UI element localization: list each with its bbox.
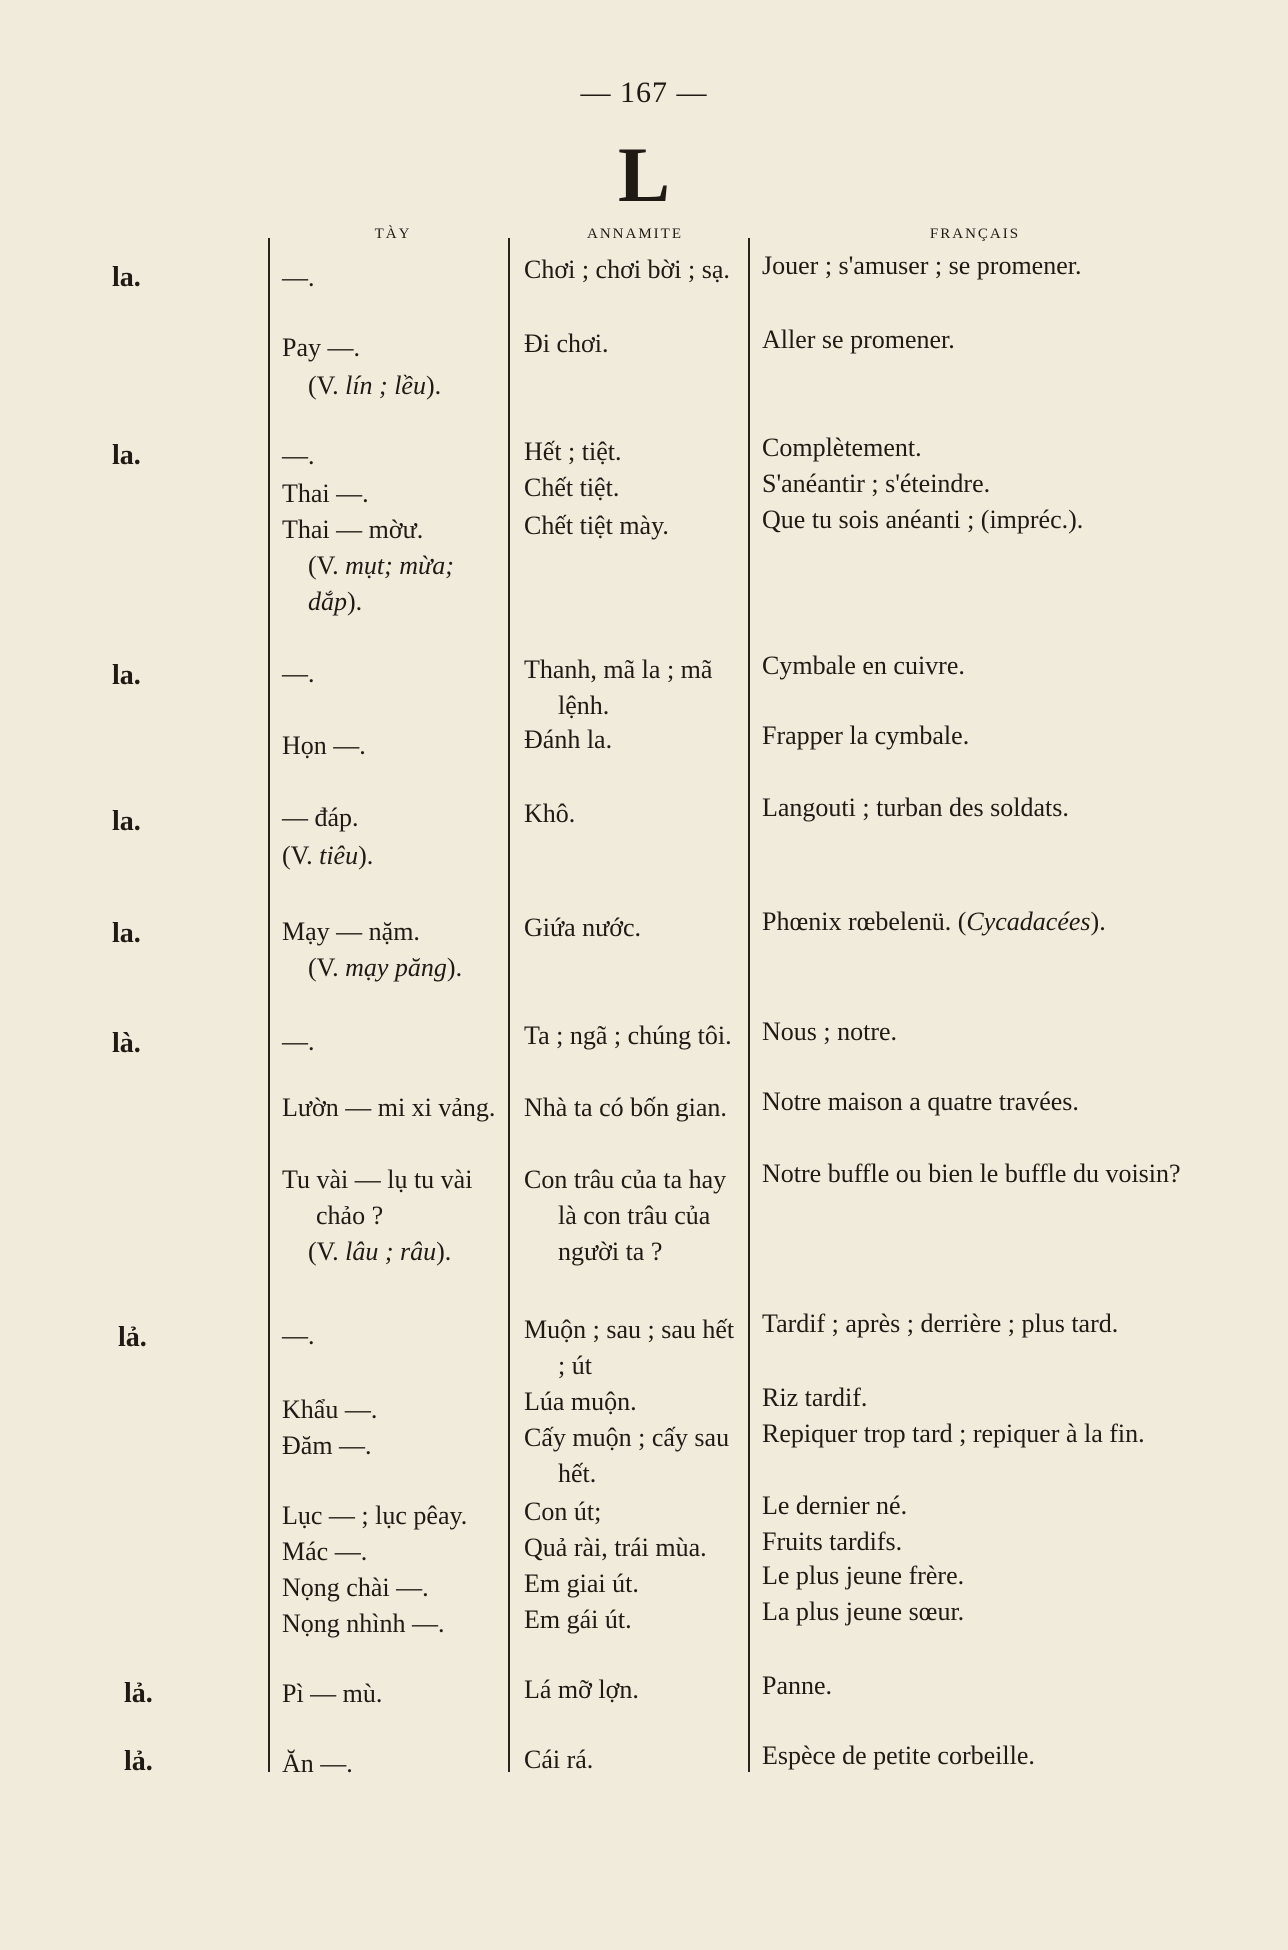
tay-cell: Pay —. [282,333,360,362]
francais-cell: Repiquer trop tard ; repiquer à la fin. [762,1419,1145,1448]
francais-cell: Cymbale en cuivre. [762,651,965,680]
tay-cell: Khẩu —. [282,1395,378,1424]
francais-cell: Fruits tardifs. [762,1527,903,1556]
tay-cell: —. [282,659,315,688]
tay-cross-reference: (V. mạy păng). [308,953,463,982]
tay-cell: —. [282,1321,315,1350]
tay-cell: —. [282,441,315,470]
page-number: — 167 — [580,76,708,109]
annamite-cell: Ta ; ngã ; chúng tôi. [524,1021,732,1050]
headword: la. [112,806,141,837]
tay-cell: Thai — mờư. [282,515,424,544]
tay-cross-reference: (V. tiêu). [282,841,374,870]
francais-cell: Jouer ; s'amuser ; se promener. [762,251,1082,280]
tay-cell: Ăn —. [282,1749,353,1778]
francais-cell: Que tu sois anéanti ; (impréc.). [762,505,1084,534]
column-divider-left [268,238,270,1772]
annamite-cell: Quả rài, trái mùa. [524,1533,707,1562]
column-header-francais: FRANÇAIS [929,226,1021,242]
tay-cell: Nọng nhình —. [282,1609,445,1638]
headword: lả. [124,1746,153,1777]
tay-cell: Thai —. [282,479,369,508]
annamite-cell: Con út; [524,1497,602,1526]
tay-cell: Nọng chài —. [282,1573,429,1602]
annamite-cell: Chơi ; chơi bời ; sạ. [524,255,730,284]
annamite-cell: Muộn ; sau ; sau hết ; út [524,1315,735,1380]
francais-cell: Tardif ; après ; derrière ; plus tard. [762,1309,1119,1338]
francais-cell: Notre buffle ou bien le buffle du voisin? [762,1159,1181,1188]
francais-cell: Espèce de petite corbeille. [762,1741,1035,1770]
annamite-cell: Con trâu của ta hay là con trâu của người ta ? [524,1165,727,1266]
francais-cell: Panne. [762,1671,833,1700]
annamite-cell: Hết ; tiệt. [524,437,622,466]
tay-cell: Tu vài — lụ tu vài chảo ? [282,1165,473,1230]
tay-cell: Lục — ; lục pêay. [282,1501,468,1530]
tay-cell: Mạy — nặm. [282,917,420,946]
annamite-cell: Khô. [524,799,576,828]
headword: lả. [118,1322,147,1353]
annamite-cell: Thanh, mã la ; mã lệnh. [524,655,713,720]
annamite-cell: Chết tiệt mày. [524,511,669,540]
tay-cell: Họn —. [282,731,366,760]
headword: la. [112,262,141,293]
headword: la. [112,660,141,691]
francais-cell: Aller se promener. [762,325,955,354]
headword: lả. [124,1678,153,1709]
column-divider-middle [508,238,510,1772]
annamite-cell: Giứa nước. [524,913,642,942]
annamite-cell: Cái rá. [524,1745,594,1774]
tay-cross-reference: (V. mụt; mừa; dắp). [308,551,454,616]
francais-cell: Notre maison a quatre travées. [762,1087,1079,1116]
francais-cell: Complètement. [762,433,922,462]
francais-cell: Phœnix rœbelenü. (Cycadacées). [762,907,1106,936]
francais-cell: Langouti ; turban des soldats. [762,793,1069,822]
tay-cell: — đáp. [282,803,359,832]
annamite-cell: Cấy muộn ; cấy sau hết. [524,1423,730,1488]
column-header-tay: TÀY [374,226,412,242]
headword: là. [112,1028,141,1059]
annamite-cell: Nhà ta có bốn gian. [524,1093,727,1122]
headword: la. [112,918,141,949]
annamite-cell: Lúa muộn. [524,1387,637,1416]
francais-cell: La plus jeune sœur. [762,1597,965,1626]
tay-cell: Mác —. [282,1537,368,1566]
section-letter: L [617,131,671,218]
tay-cell: —. [282,263,315,292]
tay-cell: Pì — mù. [282,1679,383,1708]
column-divider-right [748,238,750,1772]
headword: la. [112,440,141,471]
annamite-cell: Em gái út. [524,1605,632,1634]
francais-cell: Le plus jeune frère. [762,1561,965,1590]
tay-cross-reference: (V. lín ; lều). [308,371,442,400]
annamite-cell: Đi chơi. [524,329,609,358]
tay-cell: —. [282,1027,315,1056]
annamite-cell: Đánh la. [524,725,613,754]
francais-cell: Nous ; notre. [762,1017,898,1046]
tay-cross-reference: (V. lâu ; râu). [308,1237,452,1266]
annamite-cell: Em giai út. [524,1569,639,1598]
tay-cell: Đăm —. [282,1431,372,1460]
francais-cell: S'anéantir ; s'éteindre. [762,469,991,498]
francais-cell: Le dernier né. [762,1491,908,1520]
francais-cell: Riz tardif. [762,1383,868,1412]
tay-cell: Lườn — mi xi vảng. [282,1093,496,1122]
column-header-annamite: ANNAMITE [587,226,683,242]
annamite-cell: Chết tiệt. [524,473,620,502]
francais-cell: Frapper la cymbale. [762,721,970,750]
annamite-cell: Lá mỡ lợn. [524,1675,639,1704]
